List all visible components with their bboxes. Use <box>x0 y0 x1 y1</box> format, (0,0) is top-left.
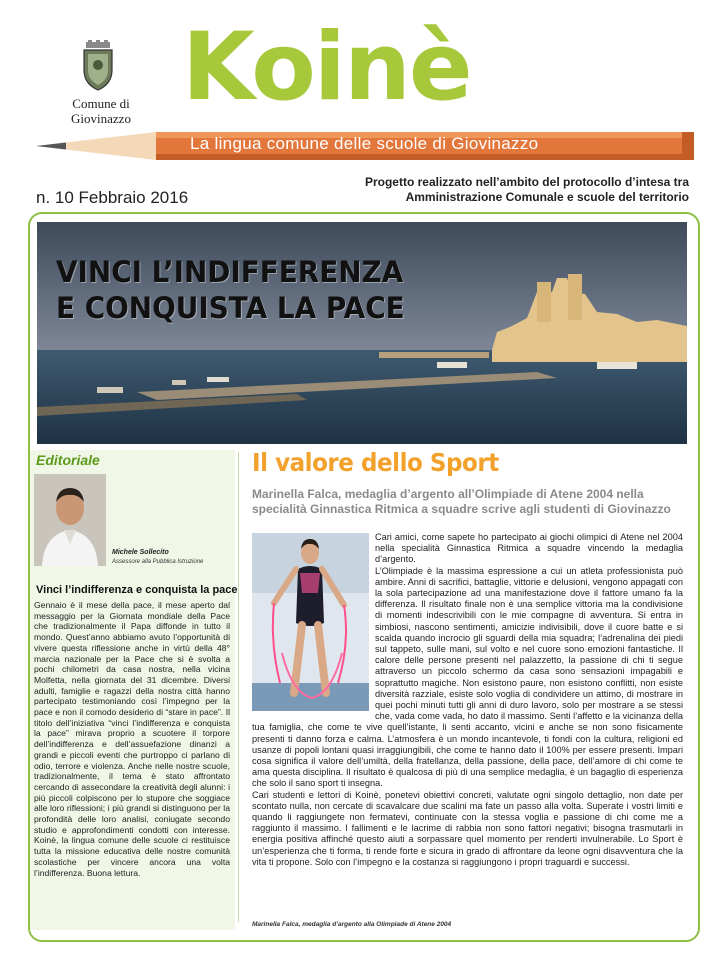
article-subtitle: Marinella Falca, medaglia d’argento all’Olimpiade di Atene 2004 nella specialità Ginnastica Ritmica a squadre scrive agli studenti di Giovinazzo <box>252 487 671 516</box>
magazine-tagline: La lingua comune delle scuole di Giovinazzo <box>190 134 539 153</box>
issue-number: n. 10 Febbraio 2016 <box>36 188 189 207</box>
project-note: Progetto realizzato nell’ambito del protocollo d’intesa tra Amministrazione Comunale e scuole del territorio <box>364 175 689 204</box>
article-body <box>252 532 683 868</box>
municipality-name: Comune di Giovinazzo <box>71 96 131 126</box>
article-title: Il valore dello Sport <box>252 448 499 477</box>
author-photo <box>34 474 106 566</box>
coat-of-arms-icon <box>78 40 118 92</box>
author-name: Michele Sollecito <box>112 549 169 556</box>
photo-caption: Marinella Falca, medaglia d’argento alla Olimpiade di Atene 2004 <box>252 921 452 928</box>
column-divider <box>238 452 239 922</box>
editorial-body: Gennaio è il mese della pace, il mese aperto dal messaggio per la Giornata mondiale della Pace che tradizionalmente il Papa diffonde in tutto il mondo. Quest’anno abbiamo avuto l’opportunità di vivere questa riflessione anche in virtù della 48° marcia nazionale per la Pace che si è svolta a pochi chilometri da casa nostra, nella vicina Molfetta, nella giornata del 31 dicembre. Diversi adulti, famiglie e ragazzi della nostra città hanno partecipato testimoniando così l’impegno per la pace e non il comodo desiderio di “stare in pace”. Il titolo dell’iniziativa “vinci l’indifferenza e conquista la pace” mirava proprio a scuotere il torpore dell’indifferenza e dell’assuefazione dinanzi a grandi e piccoli eventi che purtroppo ci parlano di odio, terrore e violenza. Anche nelle nostre scuole, tradizionalmente, il tema è stato affrontato cercando di assecondare la creatività degli alunni: i più piccoli colpiscono per lo stupore che soggiace alle loro riflessioni; i più grandi si distinguono per la profondità delle loro analisi, coniugate secondo studio e approfondimenti condotti con interesse. Koinè, la lingua comune delle scuole ci restituisce tutta la missione educativa delle nostre comunità scolastiche per vincere ancora una volta l’indifferenza. Buona lettura. <box>34 600 230 878</box>
hero-headline-line2: E CONQUISTA LA PACE <box>56 291 405 325</box>
magazine-logo: Koinè <box>182 13 471 122</box>
photo-spacer <box>252 532 375 712</box>
article-paragraph-3: Cari studenti e lettori di Koinè, ponetevi obiettivi concreti, valutate ogni singolo dettaglio, non date per scontato nulla, non cercate di scavalcare due scalini ma fate un passo alla volta. Superate i vostri limiti e quando li raggiungete non fermatevi, continuate con la stessa voglia e passione di chi come me a raggiunto il massimo. I fallimenti e le lacrime di rabbia non sono fattori negativi; bisogna trasmutarli in energia positiva affinché questo aiuti a sorpassare quel momento per renderti invulnerabile. Lo Sport è un’esperienza che ti forma, ti rende forte e sicura in grado di affrontare da leone ogni disavventura che la vita ti propone. Solo con l’impegno e la costanza si raggiungono i propri traguardi e successi. <box>252 789 683 867</box>
editorial-section-label: Editoriale <box>36 452 100 468</box>
author-role: Assessore alla Pubblica Istruzione <box>112 559 204 565</box>
article-paragraph-2: L’Olimpiade è la massima espressione a cui un atleta professionista può ambire. Anni di sacrifici, battaglie, vittorie e delusioni, vengono appagati con la sola partecipazione ad una manifestazione dove il fattore umano fa la differenza. Il risultato finale non è una semplice vittoria ma la condivisione di momenti indescrivibili con le mie compagne di avventura. Si entra in simbiosi, nascono sentimenti, amicizie indivisibili, dove il cuore batte e si scalda quando incrocio gli sguardi della mia squadra; l’adrenalina dei piedi sul tappeto, sulle mani, sul volto e nel cuore sono emozioni fantastiche. Il calore delle persone presenti nel palazzetto, la passione di chi ti segue attraverso un piccolo schermo da casa sono sensazioni impagabili e soprattutto magiche. Non esistono paure, non esistono conflitti, non esiste diversità razziale, esiste solo voglia di condividere un attimo, di mostrare in quei pochi minuti tutti gli anni di duro lavoro, solo per mostrare a se stessi che, vada come vada, ho dato il massimo. Senti l’affetto e la vicinanza della tua famiglia, che come te vive quell’istante, li senti accanto, vicini e anche se non sono fisicamente presenti ti danno forza e calma. L’atmosfera è un mondo incantevole, ti fondi con la cultura, religioni ed usanze di popoli lontani quasi irraggiungibili, che come te hanno dato il 100% per essere presenti. Impari cosa significa il valore dell’umiltà, della fratellanza, della passione, della pace, dell’amore di chi come te ama questa disciplina. Il risultato è qualcosa di più di una semplice medaglia, è un bagaglio di esperienza che solo il sano sport ti insegna. <box>252 565 683 789</box>
hero-headline <box>56 254 405 326</box>
editorial-title: Vinci l’indifferenza e conquista la pace <box>36 584 238 596</box>
hero-headline-line1: VINCI L’INDIFFERENZA <box>56 255 404 289</box>
article-paragraph-1: Cari amici, come sapete ho partecipato ai giochi olimpici di Atene nel 2004 nella specialità Ginnastica Ritmica a squadre vincendo la medaglia d’argento. <box>375 532 683 565</box>
